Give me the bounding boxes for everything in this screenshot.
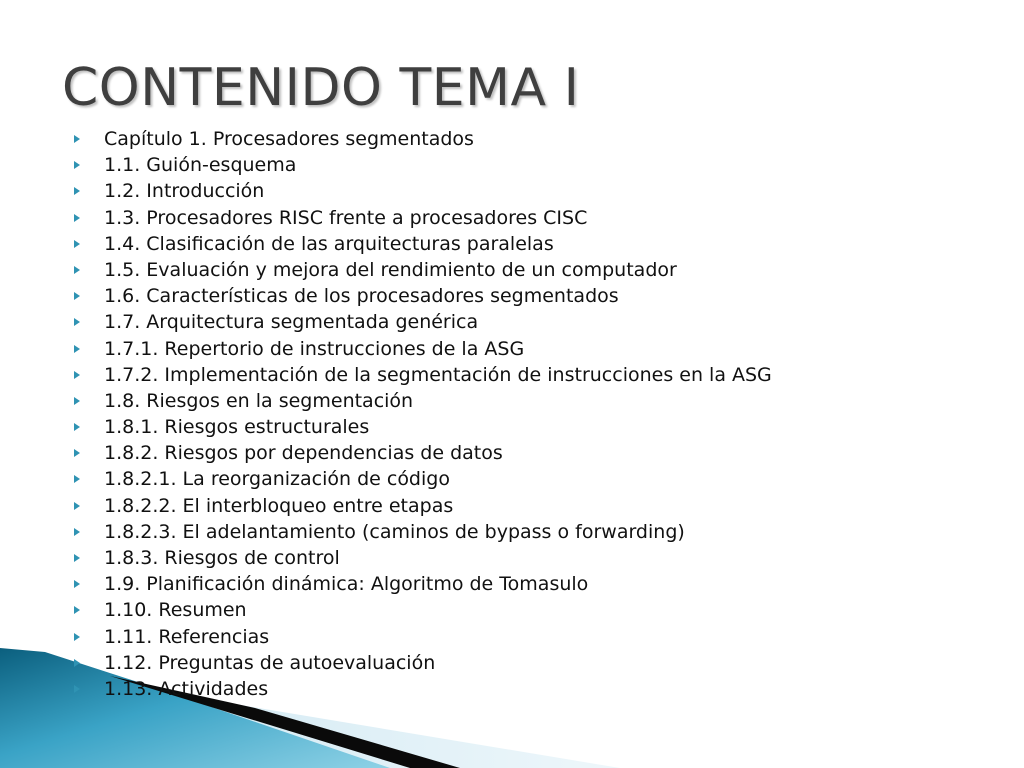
bullet-icon [74,371,80,379]
list-item-label: 1.8.2.2. El interbloqueo entre etapas [104,494,454,517]
list-item-label: 1.4. Clasificación de las arquitecturas paralelas [104,232,554,255]
bullet-icon [74,633,80,641]
list-item-label: 1.8.2.1. La reorganización de código [104,468,450,491]
list-item-label: 1.9. Planificación dinámica: Algoritmo de Tomasulo [104,573,589,596]
bullet-icon [74,187,80,195]
list-item-label: 1.1. Guión-esquema [104,154,297,177]
list-item [74,466,772,492]
list-item [74,676,772,702]
bullet-icon [74,449,80,457]
list-item [74,205,772,231]
list-item [74,152,772,178]
list-item-label: 1.8.3. Riesgos de control [104,547,340,569]
list-item [74,650,772,676]
list-item-label: 1.8.1. Riesgos estructurales [104,416,370,439]
bullet-icon [74,606,80,614]
list-item-label: 1.5. Evaluación y mejora del rendimiento de un computador [104,258,677,281]
list-item-label: 1.6. Características de los procesadores segmentados [104,285,619,308]
list-item-label: 1.2. Introducción [104,180,265,203]
list-item [74,571,772,597]
contents-list [74,126,772,702]
list-item [74,388,772,414]
list-item [74,493,772,519]
bullet-icon [74,502,80,510]
list-item-label: 1.8.2. Riesgos por dependencias de datos [104,442,503,465]
bullet-icon [74,318,80,326]
bullet-icon [74,161,80,169]
list-item [74,231,772,257]
list-item [74,309,772,335]
bullet-icon [74,685,80,693]
slide-title: CONTENIDO TEMA I [62,58,580,118]
bullet-icon [74,528,80,536]
list-item [74,414,772,440]
list-item [74,519,772,545]
list-item [74,362,772,388]
bullet-icon [74,397,80,405]
list-item [74,283,772,309]
list-item-label: 1.10. Resumen [104,599,247,622]
bullet-icon [74,554,80,562]
list-item-label: 1.11. Referencias [104,625,270,648]
bullet-icon [74,292,80,300]
list-item-label: 1.8.2.3. El adelantamiento (caminos de bypass o forwarding) [104,520,685,543]
bullet-icon [74,240,80,248]
list-item [74,336,772,362]
bullet-icon [74,580,80,588]
list-item-label: 1.7.2. Implementación de la segmentación de instrucciones en la ASG [104,363,772,386]
list-item-label: 1.8. Riesgos en la segmentación [104,389,414,412]
bullet-icon [74,135,80,143]
list-item-label: 1.7. Arquitectura segmentada genérica [104,311,479,334]
bullet-icon [74,475,80,483]
list-item [74,624,772,650]
list-item [74,126,772,152]
bullet-icon [74,266,80,274]
list-item [74,178,772,204]
list-item [74,257,772,283]
bullet-icon [74,659,80,667]
list-item [74,440,772,466]
list-item-label: 1.7.1. Repertorio de instrucciones de la ASG [104,337,525,360]
list-item-label: 1.3. Procesadores RISC frente a procesadores CISC [104,206,588,229]
list-item-label: 1.12. Preguntas de autoevaluación [104,651,436,674]
list-item [74,597,772,623]
list-item [74,545,772,571]
bullet-icon [74,423,80,431]
bullet-icon [74,345,80,353]
bullet-icon [74,214,80,222]
list-item-label: Capítulo 1. Procesadores segmentados [104,128,474,150]
list-item-label: 1.13. Actividades [104,677,269,700]
